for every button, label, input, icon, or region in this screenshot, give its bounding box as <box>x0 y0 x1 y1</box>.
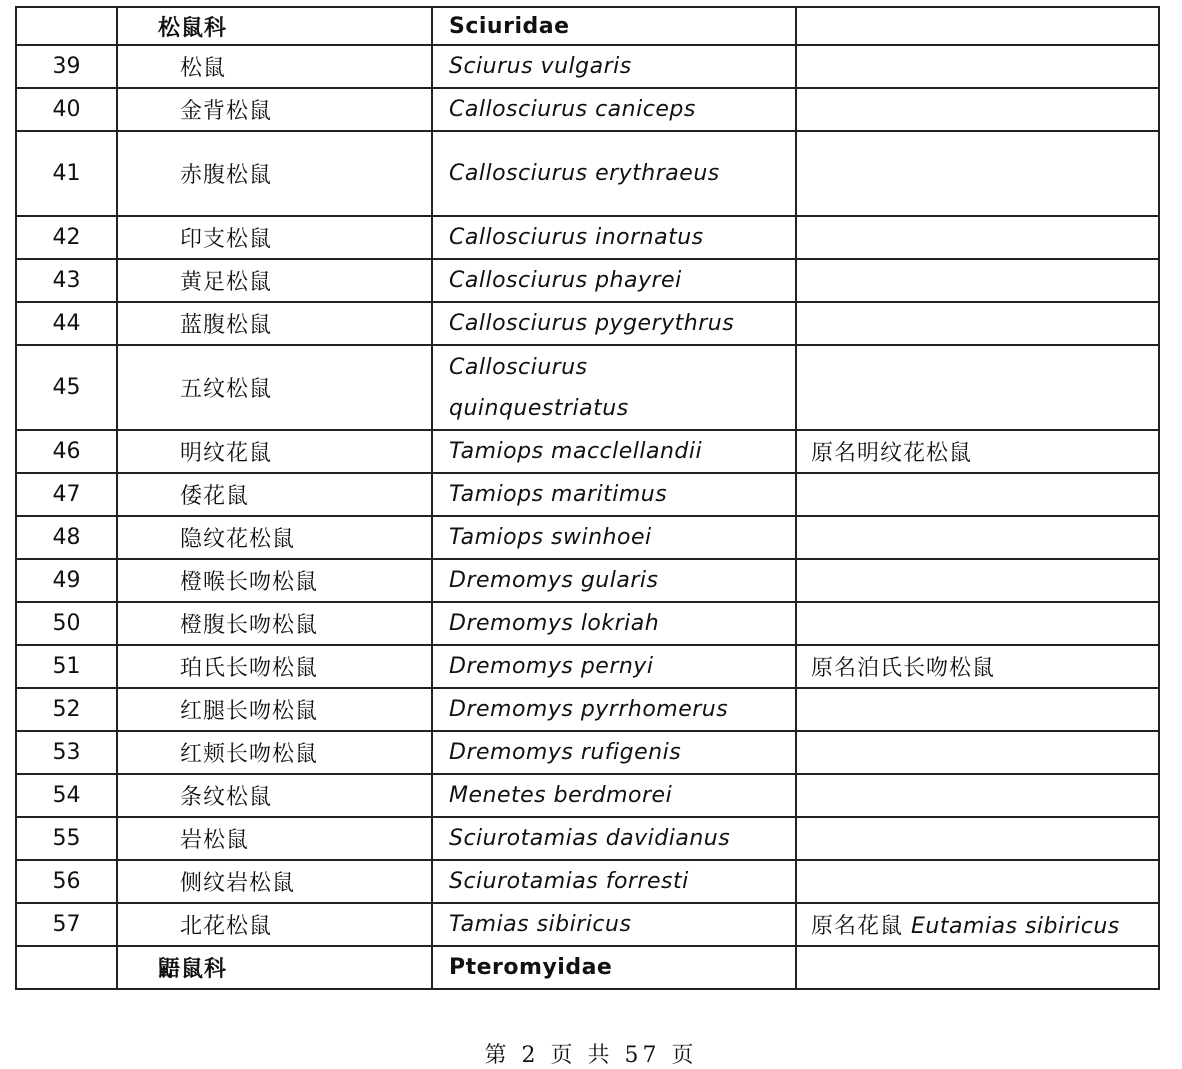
species-table <box>15 6 1160 990</box>
table-row <box>16 817 1159 860</box>
chinese-name-cell: 橙喉长吻松鼠 <box>117 559 432 602</box>
table-row <box>16 88 1159 131</box>
family-row-pteromyidae <box>16 946 1159 989</box>
number-cell <box>16 7 117 45</box>
chinese-name-cell: 岩松鼠 <box>117 817 432 860</box>
chinese-name-cell: 金背松鼠 <box>117 88 432 131</box>
chinese-name-cell: 倭花鼠 <box>117 473 432 516</box>
note-cell <box>796 216 1159 259</box>
scientific-name-cell: Tamiops swinhoei <box>432 516 796 559</box>
number-cell: 55 <box>16 817 117 860</box>
table-row <box>16 774 1159 817</box>
number-cell: 42 <box>16 216 117 259</box>
note-scientific-name: Eutamias sibiricus <box>911 914 1120 939</box>
chinese-name-cell: 隐纹花松鼠 <box>117 516 432 559</box>
table-row <box>16 45 1159 88</box>
chinese-name-cell: 松鼠科 <box>117 7 432 45</box>
scientific-name-cell: Dremomys gularis <box>432 559 796 602</box>
page-number-footer: 第 2 页 共 57 页 <box>484 1043 698 1068</box>
number-cell: 39 <box>16 45 117 88</box>
table-row <box>16 430 1159 473</box>
scientific-name-cell: Tamiops macclellandii <box>432 430 796 473</box>
table-row <box>16 131 1159 216</box>
chinese-name-cell: 鼯鼠科 <box>117 946 432 989</box>
scientific-name-cell: Dremomys rufigenis <box>432 731 796 774</box>
number-cell <box>16 946 117 989</box>
chinese-name-cell: 红颊长吻松鼠 <box>117 731 432 774</box>
scientific-name-cell: Tamiops maritimus <box>432 473 796 516</box>
scientific-name-cell: Sciurotamias davidianus <box>432 817 796 860</box>
table-row <box>16 688 1159 731</box>
table-row <box>16 602 1159 645</box>
chinese-name-cell: 黄足松鼠 <box>117 259 432 302</box>
number-cell: 48 <box>16 516 117 559</box>
note-prefix: 原名花鼠 <box>811 914 904 939</box>
table-row <box>16 559 1159 602</box>
number-cell: 43 <box>16 259 117 302</box>
scientific-name-cell: Sciurotamias forresti <box>432 860 796 903</box>
number-cell: 40 <box>16 88 117 131</box>
number-cell: 44 <box>16 302 117 345</box>
number-cell: 49 <box>16 559 117 602</box>
chinese-name-cell: 蓝腹松鼠 <box>117 302 432 345</box>
table-row <box>16 645 1159 688</box>
number-cell: 57 <box>16 903 117 946</box>
scientific-name-cell: Dremomys pernyi <box>432 645 796 688</box>
scientific-name-cell: Tamias sibiricus <box>432 903 796 946</box>
chinese-name-cell: 红腿长吻松鼠 <box>117 688 432 731</box>
note-cell <box>796 302 1159 345</box>
note-cell <box>796 473 1159 516</box>
note-cell <box>796 946 1159 989</box>
table-row <box>16 903 1159 946</box>
family-row-sciuridae <box>16 7 1159 45</box>
chinese-name-cell: 北花松鼠 <box>117 903 432 946</box>
scientific-name-cell: Callosciurus phayrei <box>432 259 796 302</box>
chinese-name-cell: 条纹松鼠 <box>117 774 432 817</box>
note-cell <box>796 7 1159 45</box>
number-cell: 56 <box>16 860 117 903</box>
number-cell: 41 <box>16 131 117 216</box>
note-cell <box>796 688 1159 731</box>
note-cell <box>796 731 1159 774</box>
scientific-name-cell: Menetes berdmorei <box>432 774 796 817</box>
chinese-name-cell: 五纹松鼠 <box>117 345 432 430</box>
note-cell: 原名泊氏长吻松鼠 <box>796 645 1159 688</box>
note-cell: 原名明纹花松鼠 <box>796 430 1159 473</box>
table-row <box>16 302 1159 345</box>
note-cell <box>796 602 1159 645</box>
chinese-name-cell: 赤腹松鼠 <box>117 131 432 216</box>
chinese-name-cell: 松鼠 <box>117 45 432 88</box>
note-cell <box>796 88 1159 131</box>
note-cell <box>796 259 1159 302</box>
table-row <box>16 345 1159 430</box>
scientific-name-line-1: Callosciurus <box>449 354 588 380</box>
table-row <box>16 216 1159 259</box>
scientific-name-cell: Callosciurus pygerythrus <box>432 302 796 345</box>
number-cell: 53 <box>16 731 117 774</box>
table-row <box>16 860 1159 903</box>
scientific-name-line-2: quinquestriatus <box>449 395 629 421</box>
chinese-name-cell: 印支松鼠 <box>117 216 432 259</box>
note-cell <box>796 860 1159 903</box>
chinese-name-cell: 侧纹岩松鼠 <box>117 860 432 903</box>
note-cell <box>796 131 1159 216</box>
number-cell: 45 <box>16 345 117 430</box>
scientific-name-cell: Dremomys pyrrhomerus <box>432 688 796 731</box>
table-row <box>16 259 1159 302</box>
chinese-name-cell: 珀氏长吻松鼠 <box>117 645 432 688</box>
scientific-name-cell: Pteromyidae <box>432 946 796 989</box>
number-cell: 47 <box>16 473 117 516</box>
table-row <box>16 473 1159 516</box>
number-cell: 54 <box>16 774 117 817</box>
scientific-name-cell <box>432 345 796 430</box>
note-cell <box>796 774 1159 817</box>
number-cell: 46 <box>16 430 117 473</box>
chinese-name-cell: 明纹花鼠 <box>117 430 432 473</box>
scientific-name-cell: Sciuridae <box>432 7 796 45</box>
note-cell <box>796 45 1159 88</box>
note-cell <box>796 516 1159 559</box>
number-cell: 52 <box>16 688 117 731</box>
table-row <box>16 516 1159 559</box>
note-cell <box>796 559 1159 602</box>
note-cell <box>796 345 1159 430</box>
chinese-name-cell: 橙腹长吻松鼠 <box>117 602 432 645</box>
table-row <box>16 731 1159 774</box>
scientific-name-cell: Callosciurus caniceps <box>432 88 796 131</box>
scientific-name-cell: Callosciurus inornatus <box>432 216 796 259</box>
scientific-name-cell: Callosciurus erythraeus <box>432 131 796 216</box>
number-cell: 50 <box>16 602 117 645</box>
number-cell: 51 <box>16 645 117 688</box>
note-cell <box>796 903 1159 946</box>
scientific-name-cell: Dremomys lokriah <box>432 602 796 645</box>
scientific-name-cell: Sciurus vulgaris <box>432 45 796 88</box>
note-cell <box>796 817 1159 860</box>
